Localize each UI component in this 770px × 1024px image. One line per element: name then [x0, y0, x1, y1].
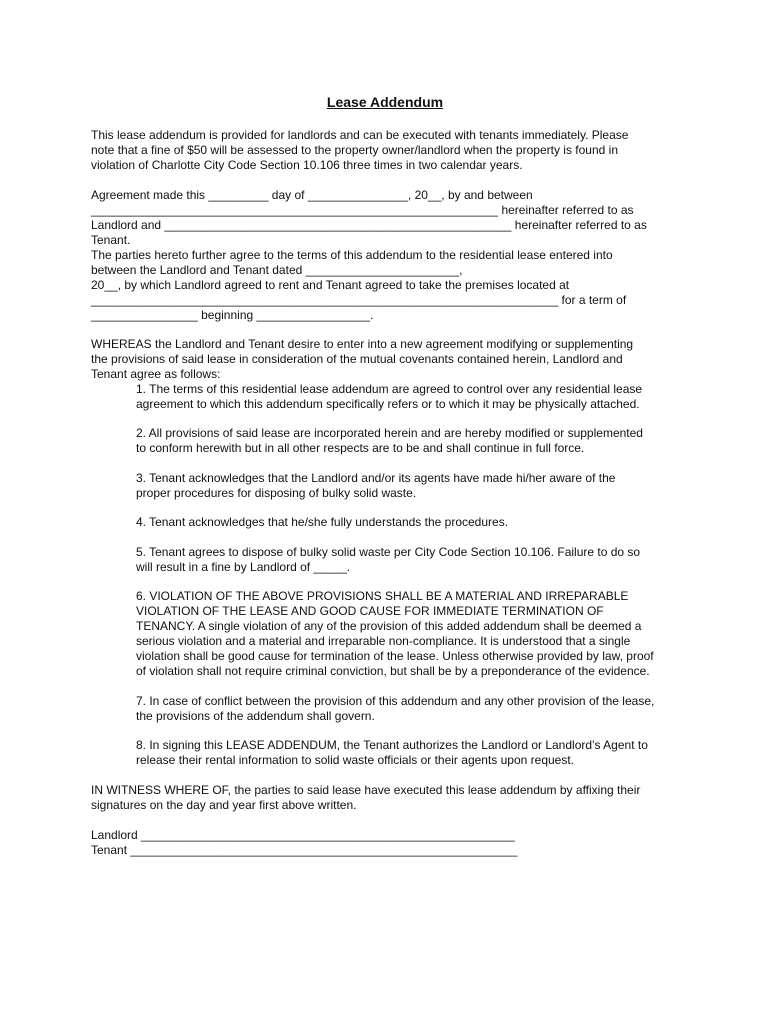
agreement-line: ______________________________________________________________________ for a term of: [91, 293, 627, 307]
clause-1-line: 1. The terms of this residential lease addendum are agreed to control over any residential lease: [136, 382, 643, 396]
tenant-signature-line: Tenant __________________________________________________________: [91, 843, 518, 857]
clause-4-line: 4. Tenant acknowledges that he/she fully understands the procedures.: [136, 515, 509, 529]
whereas-line: WHEREAS the Landlord and Tenant desire to enter into a new agreement modifying or supplementing: [91, 337, 634, 351]
intro-line: violation of Charlotte City Code Section 10.106 three times in two calendar years.: [91, 158, 523, 172]
clause-6-line: of violation shall not require criminal conviction, but shall be by a preponderance of the evidence.: [136, 664, 650, 678]
agreement-line: _____________________________________________________________ hereinafter referred to as: [91, 203, 634, 217]
clause-6-line: serious violation and a material and irreparable non-compliance. It is understood that a single: [136, 634, 631, 648]
agreement-line: 20__, by which Landlord agreed to rent and Tenant agreed to take the premises located at: [91, 278, 570, 292]
clause-5-line: will result in a fine by Landlord of _____.: [136, 560, 351, 574]
clause-5-line: 5. Tenant agrees to dispose of bulky solid waste per City Code Section 10.106. Failure to do so: [136, 545, 641, 559]
clause-2-line: to conform herewith but in all other respects are to be and shall continue in full force.: [136, 441, 585, 455]
agreement-line: Tenant.: [91, 233, 131, 247]
clause-6-line: VIOLATION OF THE LEASE AND GOOD CAUSE FOR IMMEDIATE TERMINATION OF: [136, 604, 604, 618]
clause-6-line: violation shall be good cause for termination of the lease. Unless otherwise provided by law, proof: [136, 649, 654, 663]
intro-line: This lease addendum is provided for landlords and can be executed with tenants immediately. Please: [91, 128, 629, 142]
landlord-signature-line: Landlord ________________________________________________________: [91, 828, 515, 842]
witness-line: signatures on the day and year first above written.: [91, 798, 357, 812]
agreement-line: Landlord and ____________________________________________________ hereinafter referred to as: [91, 218, 647, 232]
agreement-line: between the Landlord and Tenant dated _______________________,: [91, 263, 463, 277]
clause-2-line: 2. All provisions of said lease are incorporated herein and are hereby modified or supplemented: [136, 426, 643, 440]
clause-8-line: 8. In signing this LEASE ADDENDUM, the Tenant authorizes the Landlord or Landlord’s Agent to: [136, 738, 648, 752]
clause-3-line: 3. Tenant acknowledges that the Landlord and/or its agents have made hi/her aware of the: [136, 471, 616, 485]
clause-3-line: proper procedures for disposing of bulky solid waste.: [136, 486, 417, 500]
clause-7-line: 7. In case of conflict between the provision of this addendum and any other provision of the lease,: [136, 694, 655, 708]
clause-6-line: 6. VIOLATION OF THE ABOVE PROVISIONS SHALL BE A MATERIAL AND IRREPARABLE: [136, 589, 629, 603]
whereas-line: the provisions of said lease in consideration of the mutual covenants contained herein, Landlord and: [91, 352, 623, 366]
clause-8-line: release their rental information to solid waste officials or their agents upon request.: [136, 753, 575, 767]
agreement-line: Agreement made this _________ day of _______________, 20__, by and between: [91, 188, 533, 202]
clause-6-line: TENANCY. A single violation of any of the provision of this added addendum shall be deemed a: [136, 619, 642, 633]
intro-line: note that a fine of $50 will be assessed to the property owner/landlord when the property is found in: [91, 143, 618, 157]
clause-7-line: the provisions of the addendum shall govern.: [136, 709, 375, 723]
agreement-line: The parties hereto further agree to the terms of this addendum to the residential lease entered into: [91, 248, 613, 262]
whereas-line: Tenant agree as follows:: [91, 367, 221, 381]
clause-1-line: agreement to which this addendum specifically refers or to which it may be physically attached.: [136, 397, 640, 411]
agreement-line: ________________ beginning _________________.: [91, 308, 374, 322]
witness-line: IN WITNESS WHERE OF, the parties to said lease have executed this lease addendum by affixing their: [91, 783, 641, 797]
document-title: Lease Addendum: [326, 94, 444, 110]
